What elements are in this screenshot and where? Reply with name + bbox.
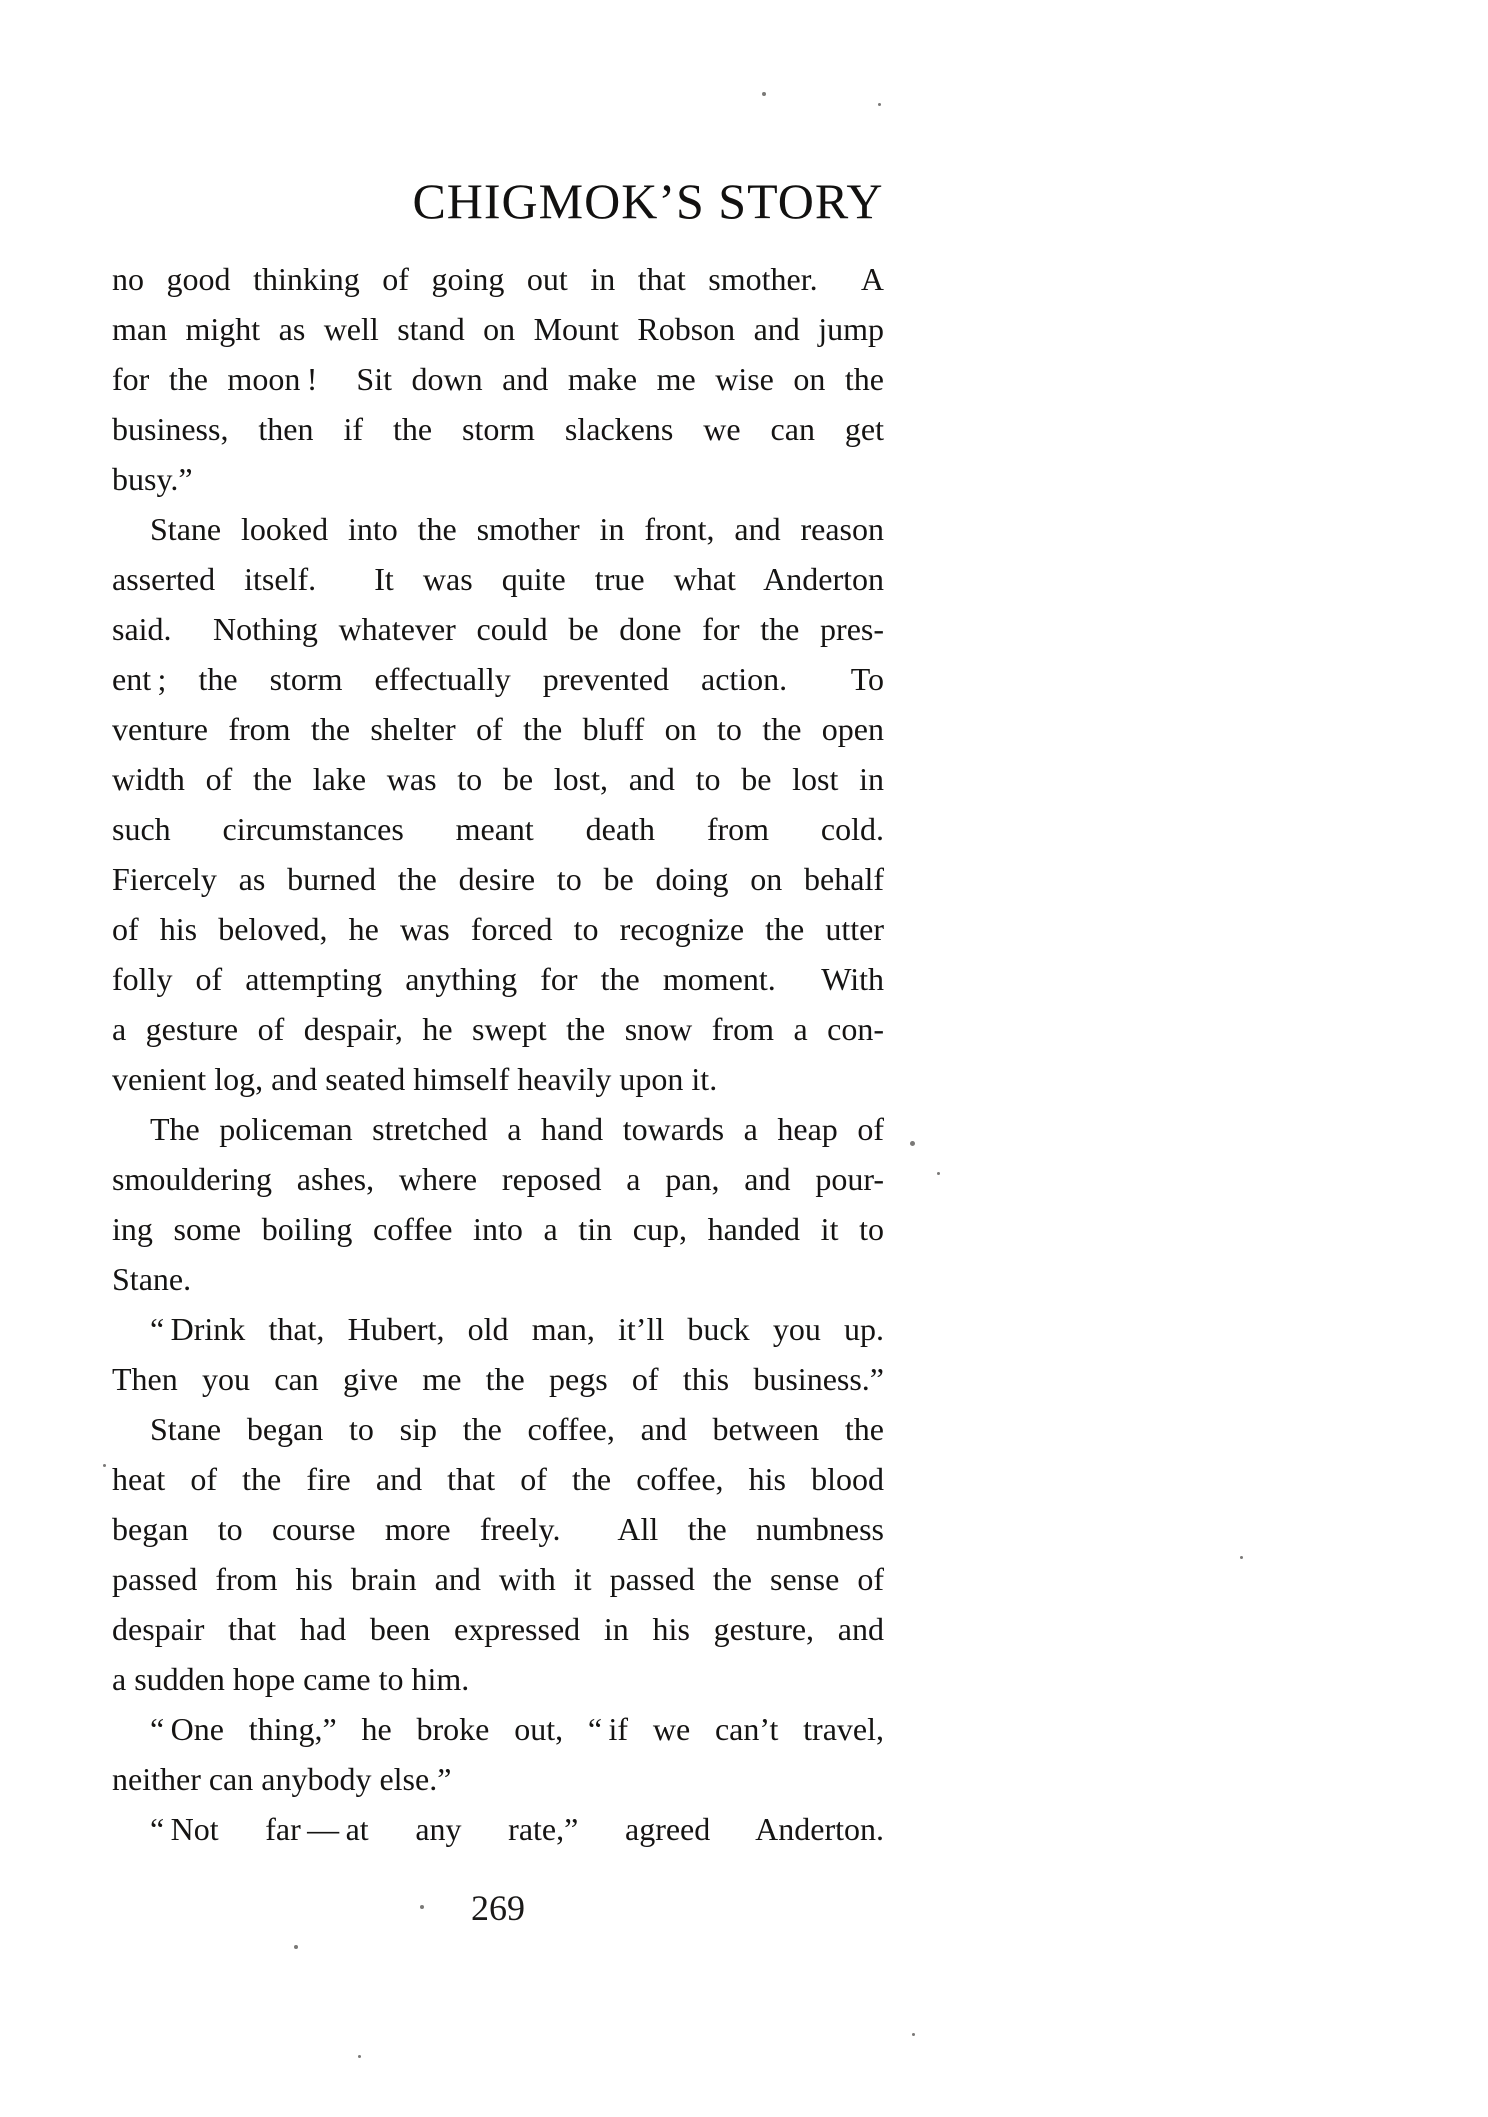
- text-block: [112, 150, 884, 1932]
- scan-speck: [294, 1945, 298, 1949]
- text-line: folly of attempting anything for the moment. With: [112, 961, 884, 997]
- text-line: venient log, and seated himself heavily upon it.: [112, 1061, 718, 1097]
- text-line: Stane.: [112, 1261, 192, 1297]
- text-line: passed from his brain and with it passed the sense of: [112, 1561, 884, 1597]
- text-line: a sudden hope came to him.: [112, 1661, 470, 1697]
- text-line: no good thinking of going out in that smother. A: [112, 261, 884, 297]
- text-line: neither can anybody else.”: [112, 1761, 452, 1797]
- text-line: for the moon ! Sit down and make me wise on the: [112, 361, 884, 397]
- text-line: despair that had been expressed in his gesture, and: [112, 1611, 884, 1647]
- text-line: Stane looked into the smother in front, and reason: [150, 511, 884, 547]
- text-line: venture from the shelter of the bluff on to the open: [112, 711, 884, 747]
- page-body: [112, 254, 884, 1854]
- text-line: ent ; the storm effectually prevented action. To: [112, 661, 884, 697]
- text-line: man might as well stand on Mount Robson and jump: [112, 311, 884, 347]
- scan-speck: [937, 1172, 940, 1175]
- text-line: heat of the fire and that of the coffee, his blood: [112, 1461, 884, 1497]
- page-title: CHIGMOK’S STORY: [412, 173, 884, 229]
- text-line: smouldering ashes, where reposed a pan, and pour-: [112, 1161, 884, 1197]
- page-number: 269: [471, 1888, 525, 1928]
- text-line: Fiercely as burned the desire to be doing on behalf: [112, 861, 884, 897]
- scan-speck: [103, 1464, 106, 1467]
- scan-speck: [1240, 1556, 1243, 1559]
- scan-speck: [358, 2055, 361, 2058]
- text-line: began to course more freely. All the numbness: [112, 1511, 884, 1547]
- text-line: Then you can give me the pegs of this business.”: [112, 1361, 884, 1397]
- text-line: asserted itself. It was quite true what Anderton: [112, 561, 884, 597]
- scan-speck: [910, 1141, 915, 1146]
- text-line: busy.”: [112, 461, 193, 497]
- text-line: of his beloved, he was forced to recognize the utter: [112, 911, 884, 947]
- text-line: a gesture of despair, he swept the snow from a con-: [112, 1011, 884, 1047]
- scan-speck: [912, 2033, 915, 2036]
- text-line: said. Nothing whatever could be done for the pres-: [112, 611, 884, 647]
- text-line: width of the lake was to be lost, and to be lost in: [112, 761, 884, 797]
- scan-speck: [878, 103, 881, 106]
- text-line: “ Drink that, Hubert, old man, it’ll buck you up.: [150, 1311, 884, 1347]
- text-line: ing some boiling coffee into a tin cup, handed it to: [112, 1211, 884, 1247]
- scan-speck: [762, 92, 766, 96]
- text-line: such circumstances meant death from cold.: [112, 811, 884, 847]
- text-line: Stane began to sip the coffee, and between the: [150, 1411, 884, 1447]
- text-line: “ Not far — at any rate,” agreed Anderton.: [150, 1811, 884, 1847]
- scan-speck: [420, 1905, 424, 1909]
- text-line: “ One thing,” he broke out, “ if we can’t travel,: [150, 1711, 884, 1747]
- text-line: The policeman stretched a hand towards a heap of: [150, 1111, 884, 1147]
- text-line: business, then if the storm slackens we can get: [112, 411, 884, 447]
